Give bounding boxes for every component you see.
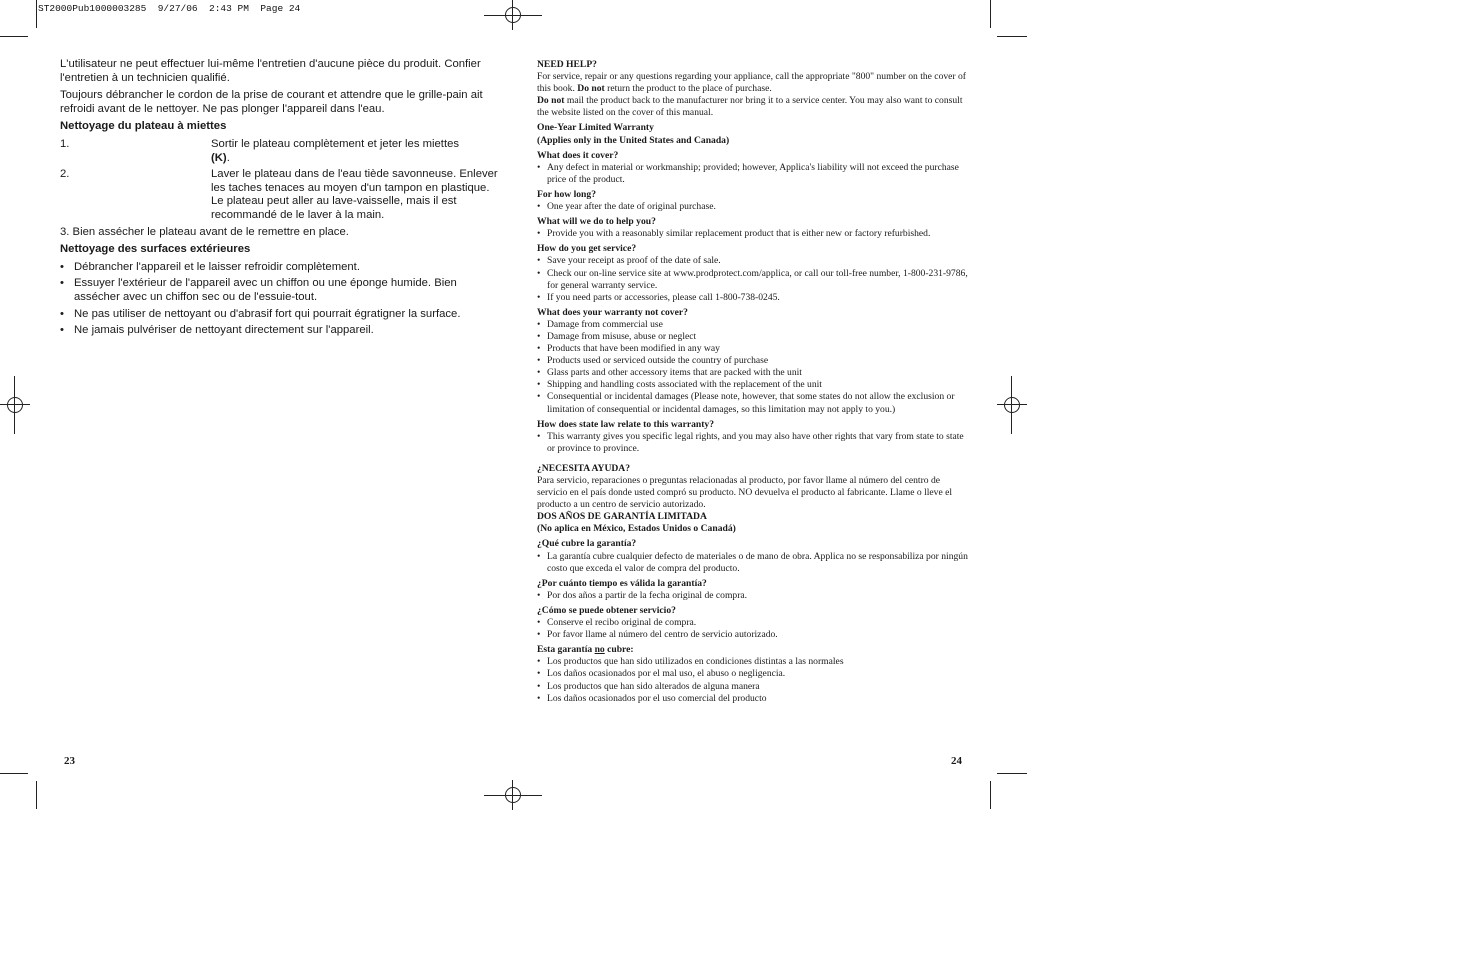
es-not-covered-heading: Esta garantía no cubre: [537,644,634,656]
warranty-question: How do you get service? [537,243,637,255]
list-item: • If you need parts or accessories, please call 1-800-738-0245. [537,291,780,303]
warranty-question: How does state law relate to this warranty? [537,418,715,430]
es-help-heading: ¿NECESITA AYUDA? [537,462,631,474]
list-item: • Ne jamais pulvériser de nettoyant directement sur l'appareil. [60,324,374,337]
list-item: • Products that have been modified in any way [537,343,720,355]
crop-mark-top-left-h [0,36,28,37]
es-help-text: Para servicio, reparaciones o preguntas relacionadas al producto, por favor llame al número del centro de servicio en el país donde usted compró su producto. NO devuelva el producto al fabricante. Llame o lleve el producto a un centro de servicio autorizado. [537,475,953,511]
warranty-question: What does your warranty not cover? [537,306,688,318]
list-item: • Any defect in material or workmanship; provided; however, Applica's liability will not exceed the purchase price of the product. [537,161,959,185]
crop-mark-top-right-h [997,36,1027,37]
list-item: • Ne pas utiliser de nettoyant ou d'abrasif fort qui pourrait égratigner la surface. [60,307,461,320]
list-item: • Check our on-line service site at www.prodprotect.com/applica, or call our toll-free number, 1-800-231-9786, for general warranty service. [537,267,968,291]
list-item: • Save your receipt as proof of the date of sale. [537,255,721,267]
step-2-number: 2. [60,168,70,181]
print-slug-line: ST2000Pub1000003285 9/27/06 2:43 PM Page 24 [38,3,301,14]
list-item: • La garantía cubre cualquier defecto de materiales o de mano de obra. Applica no se responsabiliza por ningún costo que exceda el valor de compra del producto. [537,550,968,574]
warranty-title: One-Year Limited Warranty [537,122,654,134]
list-item: • Los productos que han sido alterados de alguna manera [537,680,760,692]
step-1-end: . [226,151,230,164]
step-1-text: Sortir le plateau complètement et jeter les miettes [211,137,460,150]
list-item: • Products used or serviced outside the country of purchase [537,355,769,367]
need-help-text: For service, repair or any questions regarding your appliance, call the appropriate "800" number on the cover of this book. Do not return the product to the place of purchase. Do not mail the product back to the manufacturer nor bring it to a service center. You may also want to consult the website listed on the cover of this manual. [537,71,967,119]
page-number-left: 23 [64,755,75,767]
step-2-text: Laver le plateau dans de l'eau tiède savonneuse. Enlever les taches tenaces au moyen d'un tampon en plastique. Le plateau peut aller au lave-vaisselle, mais il est recommandé de le laver à la main. [211,168,498,221]
list-item: • Los daños ocasionados por el uso comercial del producto [537,692,767,704]
list-item: • Por dos años a partir de la fecha original de compra. [537,589,748,601]
registration-mark-right-circle [1004,397,1020,413]
registration-mark-top-circle [505,7,521,23]
warranty-question: What will we do to help you? [537,216,656,228]
step-1 [60,138,498,165]
list-item: • Los productos que han sido utilizados en condiciones distintas a las normales [537,656,844,668]
list-item: • Los daños ocasionados por el mal uso, el abuso o negligencia. [537,668,786,680]
crop-mark-top-right-v [990,0,991,28]
es-warranty-question: ¿Cómo se puede obtener servicio? [537,604,676,616]
need-help-heading: NEED HELP? [537,59,597,70]
warranty-subtitle: (Applies only in the United States and Canada) [537,134,730,146]
list-item: • Consequential or incidental damages (Please note, however, that some states do not allow the exclusion or limitation of consequential or incidental damages, so this limitation may not apply to you.) [537,391,955,415]
list-item: • Conserve el recibo original de compra. [537,617,697,629]
step-2 [60,168,498,222]
list-item: • Glass parts and other accessory items that are packed with the unit [537,367,802,379]
es-warranty-title: DOS AÑOS DE GARANTÍA LIMITADA [537,511,707,523]
list-item: • This warranty gives you specific legal rights, and you may also have other rights that vary from state to state or province to province. [537,430,964,454]
list-item: • Essuyer l'extérieur de l'appareil avec un chiffon ou une éponge humide. Bien assécher avec un chiffon sec ou de l'essuie-tout. [60,277,457,303]
page-24-content [537,59,972,705]
unplug-notice: Toujours débrancher le cordon de la prise de courant et attendre que le grille-pain ait refroidi avant de le nettoyer. Ne pas plonger l'appareil dans l'eau. [60,89,483,115]
page-23-content [60,58,498,341]
list-item: • Provide you with a reasonably similar replacement product that is either new or factory refurbished. [537,228,931,240]
registration-mark-bottom-circle [505,787,521,803]
crop-mark-bottom-left-v [36,781,37,809]
list-item: • Débrancher l'appareil et le laisser refroidir complètement. [60,260,360,273]
list-item: • Damage from commercial use [537,318,663,330]
step-1-number: 1. [60,137,70,150]
es-warranty-subtitle: (No aplica en México, Estados Unidos o Canadá) [537,523,736,535]
step-3: 3. Bien assécher le plateau avant de le remettre en place. [60,225,349,238]
warranty-question: For how long? [537,188,596,200]
list-item: • Damage from misuse, abuse or neglect [537,330,697,342]
step-1-ref: (K) [211,151,227,164]
crop-mark-bottom-left-h [0,773,28,774]
exterior-cleaning-heading: Nettoyage des surfaces extérieures [60,243,251,256]
service-notice: L'utilisateur ne peut effectuer lui-même l'entretien d'aucune pièce du produit. Confier l'entretien à un technicien qualifié. [60,58,481,84]
crop-mark-top-left-v [36,0,37,28]
es-warranty-question: ¿Por cuánto tiempo es válida la garantía? [537,577,707,589]
crop-mark-bottom-right-h [997,773,1027,774]
page-number-right: 24 [951,755,962,767]
list-item: • Shipping and handling costs associated with the replacement of the unit [537,379,822,391]
es-warranty-question: ¿Qué cubre la garantía? [537,538,637,550]
warranty-question: What does it cover? [537,149,619,161]
crop-mark-bottom-right-v [990,781,991,809]
registration-mark-left-circle [7,397,23,413]
crumb-tray-heading: Nettoyage du plateau à miettes [60,120,227,133]
list-item: • One year after the date of original purchase. [537,201,716,213]
list-item: • Por favor llame al número del centro de servicio autorizado. [537,629,778,641]
